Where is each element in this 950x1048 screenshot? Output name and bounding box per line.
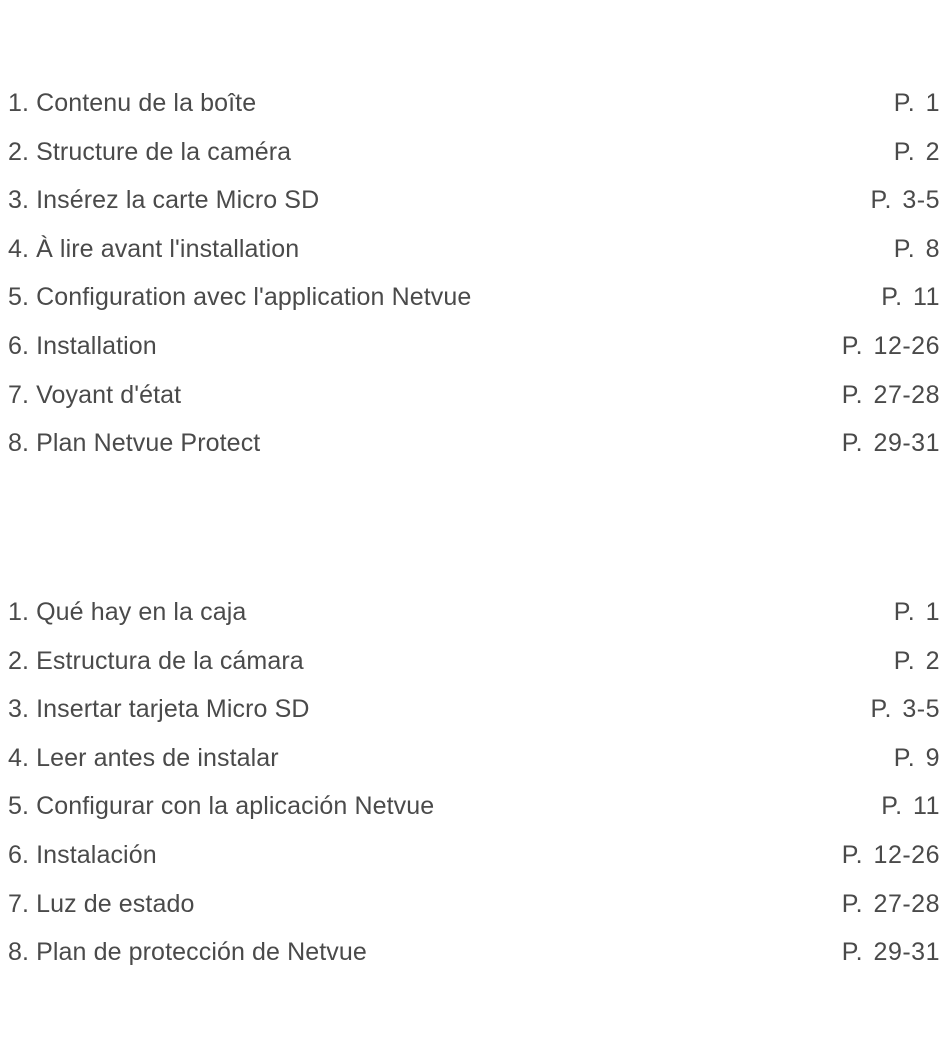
toc-entry-title: 2. Estructura de la cámara xyxy=(8,646,304,675)
toc-entry-page: P. 2 xyxy=(893,646,940,675)
toc-entry-page: P. 2 xyxy=(893,137,940,166)
toc-entry-title: 8. Plan Netvue Protect xyxy=(8,429,261,458)
toc-entry xyxy=(8,782,940,831)
toc-entry-page: P. 1 xyxy=(893,89,940,117)
toc-entry xyxy=(8,831,940,880)
toc-entry-title: 5. Configuration avec l'application Netvue xyxy=(8,283,472,312)
toc-entry-page: P. 11 xyxy=(881,792,940,821)
toc-entry-title: 3. Insertar tarjeta Micro SD xyxy=(8,695,310,724)
toc-entry-page: P. 8 xyxy=(893,234,940,263)
toc-entry-page: P. 12-26 xyxy=(841,840,940,869)
toc-entry xyxy=(8,419,940,468)
toc-entry-title: 4. À lire avant l'installation xyxy=(8,234,300,263)
toc-entry-title: 6. Installation xyxy=(8,331,157,360)
toc-entry-title: 6. Instalación xyxy=(8,840,157,869)
toc-entry-title: 1. Contenu de la boîte xyxy=(8,89,257,117)
toc-entry xyxy=(8,371,940,420)
toc-entry xyxy=(8,588,940,637)
toc-entry-title: 4. Leer antes de instalar xyxy=(8,743,279,772)
toc-entry-title: 7. Luz de estado xyxy=(8,889,195,918)
toc-entry-title: 1. Qué hay en la caja xyxy=(8,598,247,626)
toc-entry xyxy=(8,176,940,225)
toc-entry xyxy=(8,322,940,371)
toc-entry-page: P. 3-5 xyxy=(870,695,940,724)
toc-entry-page: P. 9 xyxy=(893,743,940,772)
toc-entry xyxy=(8,734,940,783)
table-of-contents-french xyxy=(8,79,940,468)
toc-entry xyxy=(8,880,940,929)
toc-entry xyxy=(8,273,940,322)
toc-entry xyxy=(8,79,940,128)
toc-entry-page: P. 3-5 xyxy=(870,186,940,215)
toc-entry-page: P. 27-28 xyxy=(841,380,940,409)
toc-entry xyxy=(8,637,940,686)
toc-entry-title: 8. Plan de protección de Netvue xyxy=(8,938,367,967)
toc-entry-page: P. 1 xyxy=(893,598,940,626)
table-of-contents-spanish xyxy=(8,588,940,977)
toc-entry-title: 7. Voyant d'état xyxy=(8,380,182,409)
toc-entry-title: 2. Structure de la caméra xyxy=(8,137,292,166)
toc-entry-page: P. 29-31 xyxy=(841,938,940,967)
toc-entry xyxy=(8,128,940,177)
toc-entry-title: 3. Insérez la carte Micro SD xyxy=(8,186,320,215)
toc-entry xyxy=(8,928,940,977)
toc-entry-page: P. 11 xyxy=(881,283,940,312)
toc-entry xyxy=(8,685,940,734)
toc-entry xyxy=(8,225,940,274)
toc-entry-title: 5. Configurar con la aplicación Netvue xyxy=(8,792,435,821)
toc-entry-page: P. 29-31 xyxy=(841,429,940,458)
toc-entry-page: P. 12-26 xyxy=(841,331,940,360)
toc-entry-page: P. 27-28 xyxy=(841,889,940,918)
